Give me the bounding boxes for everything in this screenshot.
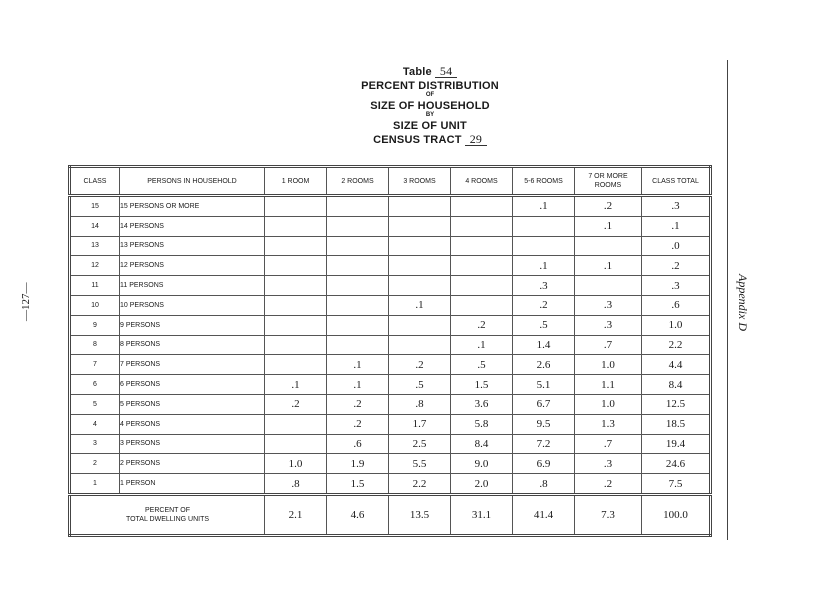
class-cell: 4 bbox=[70, 414, 120, 434]
header-4-rooms: 4 ROOMS bbox=[451, 167, 513, 196]
persons-cell: 8 PERSONS bbox=[120, 335, 265, 355]
value-cell: 18.5 bbox=[642, 414, 711, 434]
class-cell: 7 bbox=[70, 355, 120, 375]
class-cell: 12 bbox=[70, 256, 120, 276]
value-cell: 1.9 bbox=[327, 454, 389, 474]
table-row bbox=[70, 355, 711, 375]
value-cell: .3 bbox=[575, 295, 642, 315]
class-cell: 11 bbox=[70, 276, 120, 296]
persons-cell: 9 PERSONS bbox=[120, 315, 265, 335]
table-number: 54 bbox=[435, 66, 457, 78]
value-cell bbox=[451, 276, 513, 296]
value-cell bbox=[389, 335, 451, 355]
value-cell bbox=[575, 236, 642, 256]
persons-cell: 3 PERSONS bbox=[120, 434, 265, 454]
persons-cell: 5 PERSONS bbox=[120, 394, 265, 414]
value-cell: .6 bbox=[642, 295, 711, 315]
value-cell: .1 bbox=[513, 196, 575, 217]
value-cell: 9.0 bbox=[451, 454, 513, 474]
header-persons: PERSONS IN HOUSEHOLD bbox=[120, 167, 265, 196]
value-cell: 1.0 bbox=[575, 394, 642, 414]
value-cell bbox=[265, 434, 327, 454]
value-cell: 4.4 bbox=[642, 355, 711, 375]
value-cell: .8 bbox=[265, 474, 327, 495]
total-value-cell: 31.1 bbox=[451, 494, 513, 535]
total-label-cell bbox=[70, 494, 265, 535]
class-cell: 8 bbox=[70, 335, 120, 355]
table-row bbox=[70, 236, 711, 256]
table-row bbox=[70, 394, 711, 414]
value-cell: .2 bbox=[451, 315, 513, 335]
value-cell: .2 bbox=[513, 295, 575, 315]
value-cell bbox=[327, 196, 389, 217]
persons-cell: 7 PERSONS bbox=[120, 355, 265, 375]
value-cell bbox=[265, 355, 327, 375]
value-cell: .7 bbox=[575, 335, 642, 355]
value-cell: .8 bbox=[513, 474, 575, 495]
table-row bbox=[70, 434, 711, 454]
value-cell: .1 bbox=[513, 256, 575, 276]
table-row bbox=[70, 474, 711, 495]
value-cell bbox=[389, 216, 451, 236]
value-cell: 2.5 bbox=[389, 434, 451, 454]
value-cell: 2.2 bbox=[642, 335, 711, 355]
table-row bbox=[70, 454, 711, 474]
value-cell: .2 bbox=[327, 394, 389, 414]
value-cell: 1.5 bbox=[327, 474, 389, 495]
value-cell: .2 bbox=[575, 474, 642, 495]
total-value-cell: 41.4 bbox=[513, 494, 575, 535]
value-cell bbox=[265, 276, 327, 296]
value-cell: 6.7 bbox=[513, 394, 575, 414]
value-cell: .2 bbox=[575, 196, 642, 217]
value-cell: 1.0 bbox=[575, 355, 642, 375]
total-label-line2: TOTAL DWELLING UNITS bbox=[125, 515, 210, 523]
value-cell: 3.6 bbox=[451, 394, 513, 414]
class-cell: 5 bbox=[70, 394, 120, 414]
value-cell bbox=[451, 236, 513, 256]
persons-cell: 14 PERSONS bbox=[120, 216, 265, 236]
value-cell bbox=[327, 216, 389, 236]
value-cell: 9.5 bbox=[513, 414, 575, 434]
total-value-cell: 13.5 bbox=[389, 494, 451, 535]
value-cell: .7 bbox=[575, 434, 642, 454]
header-7-or-more-rooms: 7 OR MORE ROOMS bbox=[575, 167, 642, 196]
value-cell: .3 bbox=[642, 196, 711, 217]
class-cell: 6 bbox=[70, 375, 120, 395]
table-title-line bbox=[230, 66, 630, 78]
value-cell: .1 bbox=[451, 335, 513, 355]
value-cell: .2 bbox=[642, 256, 711, 276]
value-cell bbox=[265, 295, 327, 315]
value-cell: .3 bbox=[575, 454, 642, 474]
persons-cell: 1 PERSON bbox=[120, 474, 265, 495]
persons-cell: 11 PERSONS bbox=[120, 276, 265, 296]
value-cell: 1.0 bbox=[265, 454, 327, 474]
total-row bbox=[70, 494, 711, 535]
table-row bbox=[70, 315, 711, 335]
value-cell: .1 bbox=[327, 375, 389, 395]
value-cell: 6.9 bbox=[513, 454, 575, 474]
value-cell bbox=[451, 216, 513, 236]
table-row bbox=[70, 414, 711, 434]
table-row bbox=[70, 256, 711, 276]
table-body bbox=[70, 196, 711, 536]
value-cell: 12.5 bbox=[642, 394, 711, 414]
value-cell bbox=[513, 216, 575, 236]
value-cell: .5 bbox=[513, 315, 575, 335]
census-tract-line bbox=[230, 134, 630, 146]
value-cell bbox=[451, 295, 513, 315]
appendix-label: Appendix D bbox=[736, 273, 750, 331]
class-cell: 10 bbox=[70, 295, 120, 315]
heading-line4: BY bbox=[425, 112, 435, 118]
value-cell bbox=[389, 276, 451, 296]
total-value-cell: 7.3 bbox=[575, 494, 642, 535]
value-cell: 1.0 bbox=[642, 315, 711, 335]
value-cell: 1.7 bbox=[389, 414, 451, 434]
total-label-line1: PERCENT OF bbox=[145, 506, 190, 514]
census-tract-number: 29 bbox=[465, 134, 487, 146]
persons-cell: 15 PERSONS OR MORE bbox=[120, 196, 265, 217]
persons-cell: 2 PERSONS bbox=[120, 454, 265, 474]
table-row bbox=[70, 295, 711, 315]
value-cell: 5.8 bbox=[451, 414, 513, 434]
value-cell: .2 bbox=[265, 394, 327, 414]
class-cell: 14 bbox=[70, 216, 120, 236]
persons-cell: 4 PERSONS bbox=[120, 414, 265, 434]
value-cell: .2 bbox=[389, 355, 451, 375]
value-cell bbox=[327, 295, 389, 315]
value-cell: .1 bbox=[265, 375, 327, 395]
header-row bbox=[70, 167, 711, 196]
heading-line1: PERCENT DISTRIBUTION bbox=[361, 80, 499, 92]
value-cell: 8.4 bbox=[451, 434, 513, 454]
class-cell: 2 bbox=[70, 454, 120, 474]
heading-line5: SIZE OF UNIT bbox=[393, 120, 467, 132]
value-cell bbox=[265, 216, 327, 236]
value-cell: 7.5 bbox=[642, 474, 711, 495]
value-cell bbox=[389, 196, 451, 217]
value-cell: 2.6 bbox=[513, 355, 575, 375]
value-cell: .5 bbox=[389, 375, 451, 395]
heading-line2: OF bbox=[425, 92, 435, 98]
value-cell: 24.6 bbox=[642, 454, 711, 474]
value-cell: 19.4 bbox=[642, 434, 711, 454]
table-heading bbox=[230, 66, 630, 146]
value-cell: 1.3 bbox=[575, 414, 642, 434]
value-cell: .5 bbox=[451, 355, 513, 375]
value-cell bbox=[265, 315, 327, 335]
value-cell bbox=[327, 276, 389, 296]
value-cell bbox=[265, 196, 327, 217]
value-cell: .3 bbox=[642, 276, 711, 296]
distribution-table bbox=[68, 165, 712, 537]
header-1-room: 1 ROOM bbox=[265, 167, 327, 196]
value-cell: .8 bbox=[389, 394, 451, 414]
value-cell bbox=[389, 256, 451, 276]
census-tract-label: CENSUS TRACT bbox=[373, 134, 462, 146]
value-cell bbox=[389, 236, 451, 256]
value-cell: 8.4 bbox=[642, 375, 711, 395]
value-cell bbox=[327, 315, 389, 335]
class-cell: 15 bbox=[70, 196, 120, 217]
header-3-rooms: 3 ROOMS bbox=[389, 167, 451, 196]
value-cell: 1.1 bbox=[575, 375, 642, 395]
value-cell bbox=[451, 256, 513, 276]
table-row bbox=[70, 216, 711, 236]
value-cell: .1 bbox=[389, 295, 451, 315]
header-5-6-rooms: 5-6 ROOMS bbox=[513, 167, 575, 196]
value-cell: .0 bbox=[642, 236, 711, 256]
value-cell bbox=[265, 335, 327, 355]
class-cell: 9 bbox=[70, 315, 120, 335]
value-cell: 1.5 bbox=[451, 375, 513, 395]
table-row bbox=[70, 375, 711, 395]
value-cell: 5.1 bbox=[513, 375, 575, 395]
value-cell: .3 bbox=[513, 276, 575, 296]
table-row bbox=[70, 196, 711, 217]
value-cell: .1 bbox=[642, 216, 711, 236]
value-cell: 2.2 bbox=[389, 474, 451, 495]
value-cell bbox=[265, 256, 327, 276]
value-cell bbox=[327, 236, 389, 256]
value-cell: 2.0 bbox=[451, 474, 513, 495]
value-cell bbox=[575, 276, 642, 296]
class-cell: 3 bbox=[70, 434, 120, 454]
total-value-cell: 100.0 bbox=[642, 494, 711, 535]
margin-rule bbox=[727, 60, 728, 540]
value-cell: 7.2 bbox=[513, 434, 575, 454]
page-number: —127— bbox=[20, 282, 32, 322]
class-cell: 1 bbox=[70, 474, 120, 495]
value-cell bbox=[451, 196, 513, 217]
total-value-cell: 2.1 bbox=[265, 494, 327, 535]
value-cell bbox=[327, 335, 389, 355]
class-cell: 13 bbox=[70, 236, 120, 256]
value-cell bbox=[265, 414, 327, 434]
table-label: Table bbox=[402, 66, 432, 78]
value-cell: .1 bbox=[327, 355, 389, 375]
value-cell: .6 bbox=[327, 434, 389, 454]
table-row bbox=[70, 276, 711, 296]
persons-cell: 12 PERSONS bbox=[120, 256, 265, 276]
value-cell bbox=[389, 315, 451, 335]
value-cell bbox=[265, 236, 327, 256]
total-value-cell: 4.6 bbox=[327, 494, 389, 535]
value-cell: 1.4 bbox=[513, 335, 575, 355]
value-cell: .1 bbox=[575, 216, 642, 236]
value-cell: .1 bbox=[575, 256, 642, 276]
persons-cell: 13 PERSONS bbox=[120, 236, 265, 256]
header-class: CLASS bbox=[70, 167, 120, 196]
value-cell: .2 bbox=[327, 414, 389, 434]
header-2-rooms: 2 ROOMS bbox=[327, 167, 389, 196]
header-class-total: CLASS TOTAL bbox=[642, 167, 711, 196]
value-cell: .3 bbox=[575, 315, 642, 335]
heading-line3: SIZE OF HOUSEHOLD bbox=[370, 100, 490, 112]
persons-cell: 6 PERSONS bbox=[120, 375, 265, 395]
value-cell bbox=[327, 256, 389, 276]
value-cell bbox=[513, 236, 575, 256]
persons-cell: 10 PERSONS bbox=[120, 295, 265, 315]
value-cell: 5.5 bbox=[389, 454, 451, 474]
table-row bbox=[70, 335, 711, 355]
